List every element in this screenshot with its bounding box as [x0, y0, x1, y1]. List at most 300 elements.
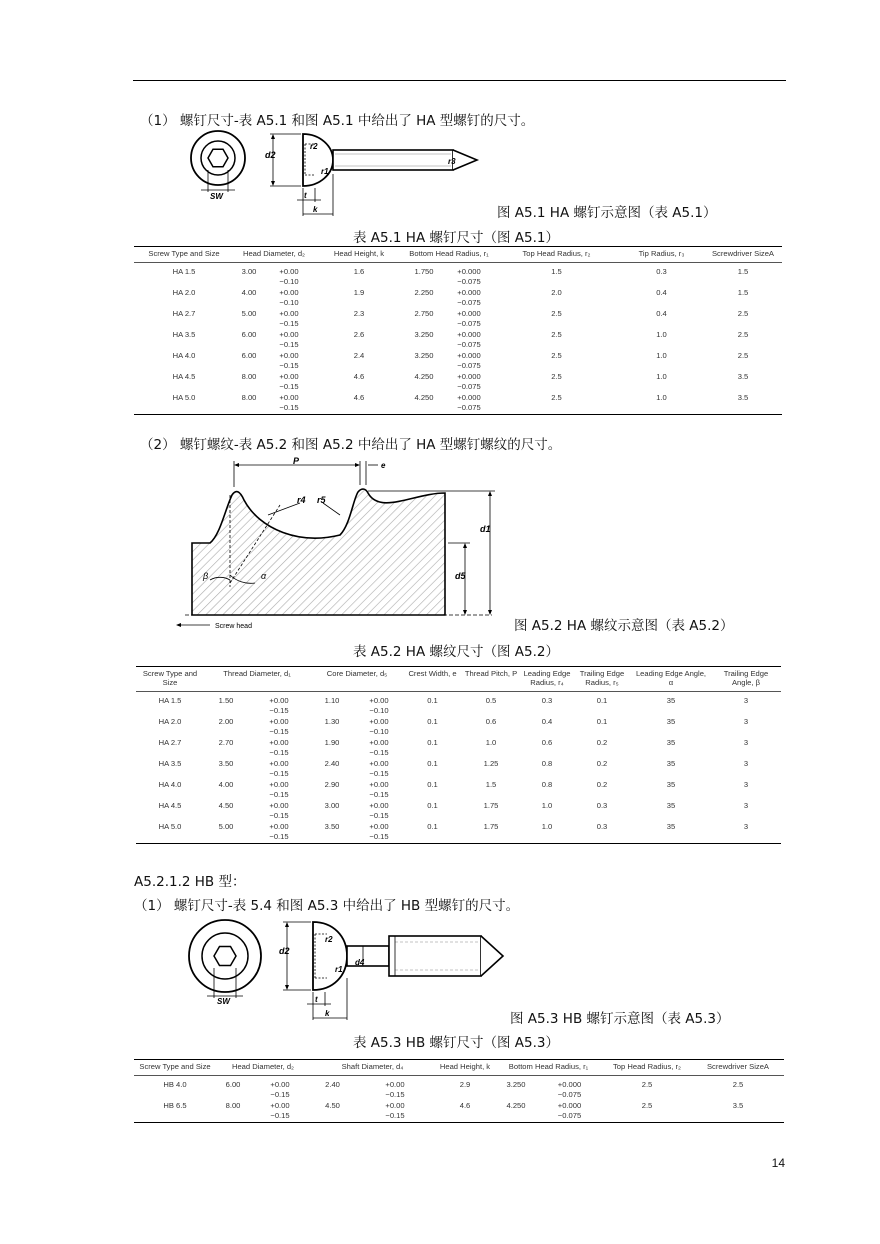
tolerance-value: −0.075: [457, 340, 481, 349]
screw-head-side: [313, 922, 347, 990]
table-cell: 0.1: [596, 696, 608, 705]
tolerance-cell: [248, 759, 310, 780]
tolerance-cell: [354, 801, 404, 822]
tolerance-value: −0.15: [269, 769, 289, 778]
label-r2: r2: [310, 142, 318, 151]
label-d4: d4: [355, 958, 365, 967]
table-cell: 1.0: [656, 393, 667, 402]
table-row: [134, 372, 782, 393]
table-cell: 4.250: [506, 1101, 526, 1110]
table-cell: 2.5: [737, 351, 749, 360]
table-cell: 3: [743, 738, 749, 747]
hex-socket-icon: [208, 149, 228, 166]
section2-heading: （2） 螺钉螺纹-表 A5.2 和图 A5.2 中给出了 HA 型螺钉螺纹的尺寸。: [140, 437, 562, 453]
tolerance-value: −0.15: [279, 361, 299, 370]
col-header: Top Head Radius, r₂: [522, 249, 591, 258]
table-cell: 2.0: [551, 288, 562, 297]
table-row: [134, 1101, 784, 1123]
table-cell: 2.5: [737, 309, 749, 318]
table-row: [136, 717, 781, 738]
table-cell: HA 3.5: [172, 330, 196, 339]
tolerance-value: +0.00: [279, 351, 299, 360]
tolerance-value: +0.000: [457, 309, 481, 318]
tolerance-value: +0.00: [269, 780, 289, 789]
table-cell: 1.90: [324, 738, 340, 747]
label-d5: d5: [455, 571, 466, 581]
tolerance-value: +0.00: [369, 696, 389, 705]
table-row: [134, 263, 782, 289]
label-d1: d1: [480, 524, 491, 534]
col-header: Screwdriver SizeA: [711, 249, 775, 258]
col-header: Screwdriver SizeA: [706, 1062, 770, 1071]
label-d2: d2: [265, 150, 276, 160]
table-cell: 8.00: [241, 372, 257, 381]
tolerance-cell: [248, 780, 310, 801]
table-cell: 35: [666, 822, 676, 831]
tolerance-value: −0.075: [457, 403, 481, 412]
table-cell: 35: [666, 717, 676, 726]
table-cell: 2.5: [732, 1080, 744, 1089]
table-cell: 1.10: [324, 696, 340, 705]
table-cell: 2.4: [353, 351, 365, 360]
tolerance-value: +0.00: [279, 288, 299, 297]
tolerance-value: −0.075: [557, 1090, 582, 1099]
table-cell: HA 2.0: [172, 288, 196, 297]
col-header: Screw Type and Size: [148, 249, 220, 258]
tolerance-cell: [264, 263, 314, 289]
table-cell: 4.6: [353, 393, 365, 402]
figure-a5-3-caption: 图 A5.3 HB 螺钉示意图（表 A5.3）: [510, 1011, 730, 1027]
tolerance-value: +0.00: [269, 717, 289, 726]
table-cell: 2.00: [218, 717, 234, 726]
table-a5-3: [134, 1059, 784, 1123]
tolerance-cell: [444, 309, 494, 330]
table-cell: 3.00: [324, 801, 340, 810]
table-cell: 2.250: [414, 288, 434, 297]
label-t: t: [315, 995, 318, 1004]
tolerance-value: +0.000: [457, 351, 481, 360]
tolerance-cell: [250, 1101, 310, 1123]
tolerance-value: −0.15: [269, 706, 289, 715]
label-r1: r1: [335, 965, 343, 974]
label-t: t: [304, 191, 307, 200]
table-cell: 1.0: [485, 738, 497, 747]
tolerance-cell: [355, 1101, 435, 1123]
table-cell: 1.75: [483, 801, 499, 810]
label-sw: SW: [217, 997, 230, 1006]
tolerance-cell: [264, 393, 314, 415]
col-header: Thread Pitch, P: [464, 669, 518, 678]
table-row: [134, 393, 782, 415]
table-cell: HA 1.5: [158, 696, 182, 705]
table-cell: HA 5.0: [158, 822, 182, 831]
table-cell: 0.4: [656, 309, 667, 318]
table-cell: 2.5: [551, 309, 562, 318]
tolerance-value: −0.15: [369, 832, 389, 841]
table-cell: 3.50: [218, 759, 234, 768]
tolerance-cell: [250, 1076, 310, 1102]
tolerance-value: −0.10: [279, 277, 299, 286]
table-cell: 35: [666, 780, 676, 789]
tolerance-cell: [537, 1101, 602, 1123]
tolerance-cell: [354, 738, 404, 759]
table-cell: 0.2: [596, 738, 608, 747]
table-cell: 6.00: [241, 351, 257, 360]
label-screw-head: Screw head: [215, 623, 252, 630]
col-header: Shaft Diameter, d₄: [341, 1062, 404, 1071]
tolerance-cell: [264, 288, 314, 309]
tolerance-value: +0.00: [269, 822, 289, 831]
label-alpha: α: [261, 571, 267, 581]
tolerance-value: −0.15: [279, 382, 299, 391]
tolerance-value: +0.000: [457, 267, 481, 276]
tolerance-cell: [354, 692, 404, 718]
col-header: Screw Type and Size: [142, 669, 198, 687]
table-cell: 3: [743, 717, 749, 726]
col-header: Leading Edge Angle, α: [635, 669, 707, 687]
table-cell: 35: [666, 738, 676, 747]
section3-heading: （1） 螺钉尺寸-表 5.4 和图 A5.3 中给出了 HB 型螺钉的尺寸。: [134, 898, 520, 914]
table-cell: 0.8: [541, 759, 553, 768]
tolerance-cell: [248, 822, 310, 844]
table-cell: 3: [743, 822, 749, 831]
table-cell: 2.5: [641, 1080, 653, 1089]
tolerance-value: +0.00: [279, 330, 299, 339]
col-header: Trailing Edge Angle, β: [723, 669, 769, 687]
tolerance-cell: [264, 330, 314, 351]
tolerance-value: −0.15: [269, 811, 289, 820]
table-cell: 3: [743, 696, 749, 705]
table-cell: 4.50: [325, 1101, 340, 1110]
table-cell: 35: [666, 696, 676, 705]
tolerance-cell: [444, 288, 494, 309]
tolerance-cell: [444, 393, 494, 415]
table-cell: 2.40: [324, 759, 340, 768]
table-row: [136, 692, 781, 718]
table-a5-2: [136, 666, 781, 844]
col-header: Head Height, k: [439, 1062, 491, 1071]
table-cell: 0.6: [541, 738, 553, 747]
table-cell: 4.00: [241, 288, 257, 297]
table-cell: 2.5: [641, 1101, 653, 1110]
table-cell: 1.5: [485, 780, 497, 789]
tolerance-cell: [354, 759, 404, 780]
tolerance-value: −0.075: [457, 298, 481, 307]
table-cell: 1.0: [541, 822, 553, 831]
figure-a5-2: [170, 455, 505, 635]
table-cell: 0.3: [596, 801, 608, 810]
table-cell: HA 1.5: [172, 267, 196, 276]
figure-a5-2-caption: 图 A5.2 HA 螺纹示意图（表 A5.2）: [514, 618, 734, 634]
table-cell: 1.6: [353, 267, 365, 276]
tolerance-value: −0.10: [369, 706, 389, 715]
tolerance-cell: [248, 692, 310, 718]
tolerance-value: +0.00: [369, 738, 389, 747]
col-header: Leading Edge Radius, r₄: [523, 669, 571, 687]
tolerance-value: −0.10: [279, 298, 299, 307]
col-header: Head Height, k: [333, 249, 385, 258]
label-d2: d2: [279, 946, 290, 956]
table-cell: 0.6: [485, 717, 497, 726]
col-header: Top Head Radius, r₂: [613, 1062, 681, 1071]
table-cell: 2.5: [551, 372, 562, 381]
table-row: [134, 330, 782, 351]
tolerance-value: −0.075: [457, 361, 481, 370]
table-cell: 4.6: [459, 1101, 471, 1110]
section1-heading: （1） 螺钉尺寸-表 A5.1 和图 A5.1 中给出了 HA 型螺钉的尺寸。: [140, 113, 535, 129]
table-cell: 2.5: [551, 351, 562, 360]
tolerance-value: −0.15: [385, 1090, 405, 1099]
table-cell: 0.8: [541, 780, 553, 789]
tolerance-value: −0.15: [270, 1111, 290, 1120]
table-cell: 35: [666, 801, 676, 810]
table-cell: 0.3: [596, 822, 608, 831]
label-r3: r3: [448, 157, 456, 166]
tolerance-value: −0.15: [269, 790, 289, 799]
table-cell: 0.1: [427, 696, 438, 705]
tolerance-value: +0.00: [279, 393, 299, 402]
tolerance-cell: [354, 780, 404, 801]
tolerance-value: −0.15: [279, 340, 299, 349]
tolerance-value: +0.000: [457, 288, 481, 297]
table-cell: 6.00: [225, 1080, 241, 1089]
label-k: k: [313, 205, 318, 214]
table-cell: 4.50: [218, 801, 234, 810]
col-header: Crest Width, e: [408, 669, 457, 678]
table-cell: HB 6.5: [163, 1101, 187, 1110]
col-header: Head Diameter, d₂: [242, 249, 306, 258]
table-cell: 0.3: [541, 696, 553, 705]
col-header: Screw Type and Size: [139, 1062, 211, 1071]
table-cell: 1.25: [483, 759, 499, 768]
table-cell: 3.250: [414, 351, 434, 360]
col-header: Bottom Head Radius, r₁: [508, 1062, 589, 1071]
tolerance-value: +0.00: [369, 717, 389, 726]
table-cell: 0.1: [427, 801, 438, 810]
figure-a5-1-caption: 图 A5.1 HA 螺钉示意图（表 A5.1）: [497, 205, 717, 221]
table-cell: 0.1: [427, 717, 438, 726]
table-cell: 1.5: [551, 267, 562, 276]
table-cell: 5.00: [218, 822, 234, 831]
tolerance-cell: [444, 330, 494, 351]
table-cell: 1.5: [737, 288, 749, 297]
tolerance-cell: [444, 372, 494, 393]
table-cell: 0.1: [427, 759, 438, 768]
tolerance-value: +0.000: [557, 1101, 582, 1110]
table-cell: 4.250: [414, 372, 434, 381]
tolerance-value: +0.000: [557, 1080, 582, 1089]
tolerance-value: −0.15: [369, 790, 389, 799]
table-cell: 1.50: [218, 696, 234, 705]
tolerance-cell: [355, 1076, 435, 1102]
table-cell: 0.2: [596, 759, 608, 768]
table-cell: 6.00: [241, 330, 257, 339]
tolerance-value: +0.00: [385, 1080, 405, 1089]
table-cell: 0.3: [656, 267, 667, 276]
tolerance-cell: [354, 822, 404, 844]
table-cell: 1.750: [414, 267, 434, 276]
tolerance-cell: [444, 351, 494, 372]
tolerance-value: +0.00: [269, 738, 289, 747]
label-r5: r5: [317, 495, 326, 505]
col-header: Core Diameter, d₅: [326, 669, 388, 678]
tolerance-value: −0.15: [270, 1090, 290, 1099]
tolerance-value: +0.00: [385, 1101, 405, 1110]
tolerance-value: +0.00: [279, 309, 299, 318]
screw-shaft: [333, 150, 453, 170]
tolerance-cell: [264, 351, 314, 372]
figure-a5-1: [185, 130, 495, 220]
table-a5-2-caption: 表 A5.2 HA 螺纹尺寸（图 A5.2）: [353, 644, 559, 660]
table-row: [136, 801, 781, 822]
tolerance-value: −0.075: [457, 319, 481, 328]
tolerance-value: +0.000: [457, 372, 481, 381]
col-header: Thread Diameter, d₁: [223, 669, 291, 678]
table-cell: 35: [666, 759, 676, 768]
table-cell: 2.9: [459, 1080, 471, 1089]
table-cell: 1.0: [656, 372, 667, 381]
label-e: e: [381, 461, 386, 470]
table-row: [136, 822, 781, 844]
tolerance-value: −0.10: [369, 727, 389, 736]
table-cell: 0.2: [596, 780, 608, 789]
tolerance-value: +0.00: [369, 822, 389, 831]
table-cell: HA 2.7: [172, 309, 196, 318]
tolerance-value: +0.00: [369, 801, 389, 810]
tolerance-cell: [264, 309, 314, 330]
tolerance-value: +0.00: [369, 759, 389, 768]
table-cell: 8.00: [241, 393, 257, 402]
tolerance-value: +0.000: [457, 330, 481, 339]
table-cell: 2.5: [551, 393, 562, 402]
table-cell: 3.5: [737, 393, 749, 402]
table-cell: 0.1: [427, 738, 438, 747]
label-r1: r1: [321, 167, 329, 176]
col-header: Tip Radius, r₃: [638, 249, 685, 258]
tolerance-value: −0.15: [279, 403, 299, 412]
table-cell: HB 4.0: [163, 1080, 187, 1089]
table-cell: 2.6: [353, 330, 365, 339]
table-cell: 3: [743, 801, 749, 810]
tolerance-cell: [537, 1076, 602, 1102]
tolerance-value: −0.075: [457, 382, 481, 391]
table-cell: 3: [743, 759, 749, 768]
table-row: [136, 759, 781, 780]
tolerance-cell: [248, 738, 310, 759]
table-cell: 1.30: [324, 717, 340, 726]
header-rule: [133, 80, 786, 81]
table-cell: HA 4.5: [158, 801, 182, 810]
label-r4: r4: [297, 495, 306, 505]
table-cell: 1.5: [737, 267, 749, 276]
table-cell: HA 4.0: [158, 780, 182, 789]
table-row: [134, 1076, 784, 1102]
table-cell: 2.5: [551, 330, 562, 339]
tolerance-value: −0.15: [385, 1111, 405, 1120]
tolerance-value: −0.15: [369, 811, 389, 820]
tolerance-cell: [354, 717, 404, 738]
tolerance-value: +0.000: [457, 393, 481, 402]
tolerance-cell: [444, 263, 494, 289]
table-cell: 1.9: [353, 288, 365, 297]
table-cell: 2.3: [353, 309, 365, 318]
table-cell: HA 3.5: [158, 759, 182, 768]
tolerance-value: +0.00: [279, 267, 299, 276]
tolerance-cell: [264, 372, 314, 393]
table-cell: 3.00: [241, 267, 257, 276]
table-cell: 1.0: [656, 330, 667, 339]
hex-socket-icon: [214, 947, 236, 966]
table-cell: 4.6: [353, 372, 365, 381]
table-row: [136, 738, 781, 759]
table-cell: 3.250: [506, 1080, 526, 1089]
label-sw: SW: [210, 192, 223, 201]
tolerance-value: +0.00: [269, 696, 289, 705]
page-number: 14: [771, 1156, 785, 1170]
table-cell: 8.00: [225, 1101, 241, 1110]
table-cell: 2.750: [414, 309, 434, 318]
label-P: P: [293, 456, 300, 466]
table-cell: 3.250: [414, 330, 434, 339]
table-cell: HA 4.5: [172, 372, 196, 381]
section3-subheading: A5.2.1.2 HB 型：: [134, 874, 246, 890]
table-cell: 2.5: [737, 330, 749, 339]
table-cell: 5.00: [241, 309, 257, 318]
tolerance-cell: [248, 717, 310, 738]
figure-a5-3: [185, 918, 515, 1023]
tolerance-value: −0.075: [457, 277, 481, 286]
table-cell: 3: [743, 780, 749, 789]
tolerance-cell: [248, 801, 310, 822]
table-cell: 2.40: [325, 1080, 340, 1089]
table-cell: HA 2.7: [158, 738, 182, 747]
table-row: [136, 780, 781, 801]
tolerance-value: −0.15: [369, 748, 389, 757]
table-cell: 1.0: [656, 351, 667, 360]
table-cell: 0.4: [656, 288, 667, 297]
table-cell: 1.75: [483, 822, 499, 831]
screw-head-side: [303, 134, 333, 186]
screw-shaft: [347, 946, 389, 966]
table-cell: 3.50: [324, 822, 340, 831]
tolerance-value: −0.15: [269, 727, 289, 736]
table-row: [134, 351, 782, 372]
table-row: [134, 309, 782, 330]
table-cell: 0.5: [485, 696, 497, 705]
col-header: Head Diameter, d₂: [231, 1062, 295, 1071]
table-cell: 0.1: [427, 780, 438, 789]
tolerance-value: −0.15: [279, 319, 299, 328]
table-cell: 4.00: [218, 780, 234, 789]
table-cell: 2.90: [324, 780, 340, 789]
tolerance-value: +0.00: [269, 801, 289, 810]
table-cell: 3.5: [737, 372, 749, 381]
table-cell: 4.250: [414, 393, 434, 402]
tolerance-value: +0.00: [279, 372, 299, 381]
table-cell: 0.1: [427, 822, 438, 831]
tolerance-value: −0.15: [269, 832, 289, 841]
label-beta: β: [203, 571, 209, 581]
table-cell: 1.0: [541, 801, 553, 810]
label-k: k: [325, 1009, 330, 1018]
table-cell: 0.4: [541, 717, 553, 726]
table-cell: HA 4.0: [172, 351, 196, 360]
table-cell: 0.1: [596, 717, 608, 726]
table-cell: 3.5: [732, 1101, 744, 1110]
tolerance-value: −0.15: [269, 748, 289, 757]
table-a5-1-caption: 表 A5.1 HA 螺钉尺寸（图 A5.1）: [353, 230, 559, 246]
col-header: Bottom Head Radius, r₁: [409, 249, 489, 258]
